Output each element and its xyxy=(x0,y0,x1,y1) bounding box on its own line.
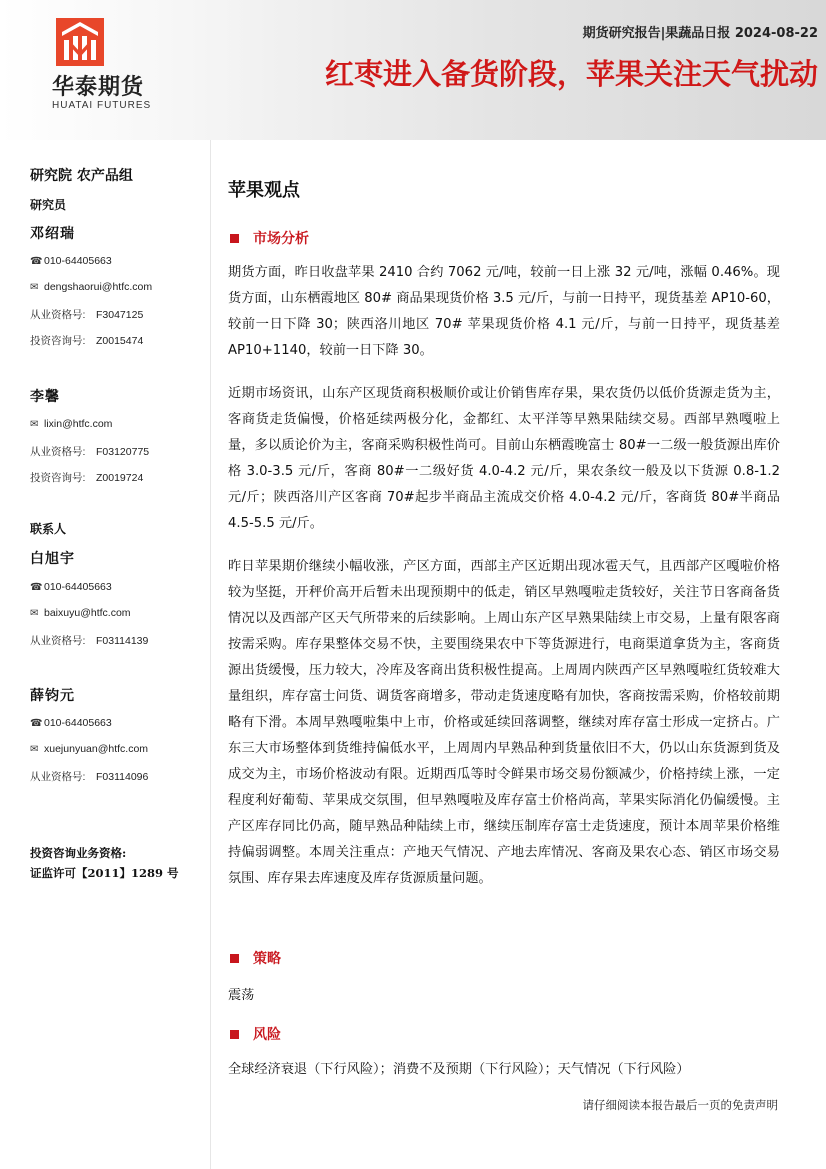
market-paragraph-2: 近期市场资讯，山东产区现货商积极顺价或让价销售库存果，果农货仍以低价货源走货为主，客商货走货偏慢，价格延续两极分化，金都红、太平洋等早熟果陆续交易。西部早熟嘎啦上量，多以质论价为主，客商采购积极性尚可。目前山东栖霞晚富士 80#一二级一般货源出库价格 3.0-3.5 元/斤，客商 80#一二级好货 4.0-4.2 元/斤，果农条纹一般及以下货源 0.8-1.2 元/斤；陕西洛川产区客商 70#起步半商品主流成交价格 4.0-4.2 元/斤，客商货 80#半商品 4.5-5.5 元/斤。 xyxy=(228,386,780,531)
market-paragraph-1: 期货方面，昨日收盘苹果 2410 合约 7062 元/吨，较前一日上涨 32 元/吨，涨幅 0.46%。现货方面，山东栖霞地区 80# 商品果现货价格 3.5 元/斤，与前一日持平，现货基差 AP10-60，较前一日下降 30；陕西洛川地区 70# 苹果现货价格 4.1 元/斤，与前一日持平，现货基差 AP10+1140，较前一日下降 30。 xyxy=(228,265,780,358)
email-icon: ✉ xyxy=(30,743,39,755)
phone-line xyxy=(30,255,112,267)
researcher-label: 研究员 xyxy=(30,198,67,212)
market-analysis-heading xyxy=(230,228,309,248)
risk-heading xyxy=(230,1024,281,1044)
phone-line xyxy=(30,717,112,729)
cert-number: F03114139 xyxy=(96,634,149,647)
contact-name: 白旭宇 xyxy=(30,551,75,567)
email-line xyxy=(30,281,152,293)
heading-label: 风险 xyxy=(253,1027,281,1043)
email-icon: ✉ xyxy=(30,418,39,430)
consult-label: 投资咨询号: xyxy=(30,472,86,484)
qualification-line1: 投资咨询业务资格: xyxy=(30,846,127,860)
researcher-name: 邓绍瑞 xyxy=(30,226,75,242)
sidebar-divider xyxy=(210,140,211,1169)
sidebar-dept: 研究院 农产品组 xyxy=(30,168,133,184)
brand-name-en: HUATAI FUTURES xyxy=(52,100,152,111)
cert-number: F03114096 xyxy=(96,770,149,783)
strategy-text: 震荡 xyxy=(228,988,255,1003)
phone-number: 010-64405663 xyxy=(44,717,112,729)
consult-line xyxy=(30,333,143,348)
cert-line xyxy=(30,633,148,648)
contact-name: 薛钧元 xyxy=(30,688,75,704)
market-paragraph-3: 昨日苹果期价继续小幅收涨，产区方面，西部主产区近期出现冰雹天气，且西部产区嘎啦价格较为坚挺，开秤价高开后暂未出现预期中的低走，销区早熟嘎啦走货较好，关注节日客商备货情况以及西部产区天气所带来的后续影响。上周山东产区早熟果陆续上市交易，上量有限客商按需采购。库存果整体交易不快，主要围绕果农中下等货源进行，电商渠道拿货为主，客商货源出货缓慢，压力较大，冷库及客商出货积极性提高。上周周内陕西产区早熟嘎啦红货较难大量组织，库存富士问货、调货客商增多，带动走货速度略有加快，客商按需采购，价格较前期略有下滑。本周早熟嘎啦集中上市，价格或延续回落调整，继续对库存富士形成一定挤占。广东三大市场整体到货维持偏低水平，上周周内早熟品种到货量依旧不大，仍以山东货源到货及成交为主，市场价格波动有限。近期西瓜等时令鲜果市场交易份额减少，价格持续上涨，一定程度利好葡萄、苹果成交氛围，但早熟嘎啦及库存富士价格尚高，苹果实际消化仍偏缓慢。主产区库存同比仍高，随早熟品种陆续上市，继续压制库存富士走货速度，预计本周苹果价格维持偏弱调整。本周关注重点：产地天气情况、产地去库情况、客商及果农心态、销区市场交易氛围、库存果去库速度及库存货源质量问题。 xyxy=(228,559,780,886)
email-line xyxy=(30,418,112,430)
researcher-name: 李馨 xyxy=(30,389,60,405)
cert-number: F3047125 xyxy=(96,308,144,321)
cert-label: 从业资格号: xyxy=(30,635,86,647)
huatai-logo-icon xyxy=(56,18,104,66)
cert-line xyxy=(30,769,148,784)
consult-number: Z0019724 xyxy=(96,471,144,484)
report-header xyxy=(0,0,826,140)
page-title: 红枣进入备货阶段，苹果关注天气扰动 xyxy=(324,57,818,91)
section-title: 苹果观点 xyxy=(228,180,300,201)
square-bullet-icon xyxy=(230,954,239,963)
cert-number: F03120775 xyxy=(96,445,150,458)
cert-label: 从业资格号: xyxy=(30,446,86,458)
email-line xyxy=(30,607,131,619)
consult-line xyxy=(30,470,143,485)
consult-label: 投资咨询号: xyxy=(30,335,86,347)
email-address[interactable]: dengshaorui@htfc.com xyxy=(44,281,153,293)
heading-label: 市场分析 xyxy=(253,231,309,247)
phone-icon: ☎ xyxy=(30,717,43,729)
cert-line xyxy=(30,307,143,322)
email-icon: ✉ xyxy=(30,607,39,619)
cert-line xyxy=(30,444,149,459)
consult-number: Z0015474 xyxy=(96,334,144,347)
email-address[interactable]: baixuyu@htfc.com xyxy=(44,607,131,619)
brand-logo xyxy=(52,18,152,114)
strategy-heading xyxy=(230,948,281,968)
report-tag: 期货研究报告|果蔬品日报 2024-08-22 xyxy=(582,26,818,41)
phone-line xyxy=(30,581,112,593)
email-address[interactable]: xuejunyuan@htfc.com xyxy=(44,743,149,755)
phone-icon: ☎ xyxy=(30,255,43,267)
phone-number: 010-64405663 xyxy=(44,581,112,593)
phone-icon: ☎ xyxy=(30,581,43,593)
cert-label: 从业资格号: xyxy=(30,309,86,321)
square-bullet-icon xyxy=(230,1030,239,1039)
email-line xyxy=(30,743,148,755)
cert-label: 从业资格号: xyxy=(30,771,86,783)
qualification-line2: 证监许可【2011】1289 号 xyxy=(30,866,179,880)
risk-text: 全球经济衰退（下行风险）；消费不及预期（下行风险）；天气情况（下行风险） xyxy=(228,1062,690,1077)
phone-number: 010-64405663 xyxy=(44,255,112,267)
disclaimer-note: 请仔细阅读本报告最后一页的免责声明 xyxy=(582,1098,778,1112)
brand-name-cn: 华泰期货 xyxy=(52,75,145,100)
email-address[interactable]: lixin@htfc.com xyxy=(44,418,113,430)
heading-label: 策略 xyxy=(253,951,281,967)
email-icon: ✉ xyxy=(30,281,39,293)
contact-label: 联系人 xyxy=(30,522,67,536)
square-bullet-icon xyxy=(230,234,239,243)
